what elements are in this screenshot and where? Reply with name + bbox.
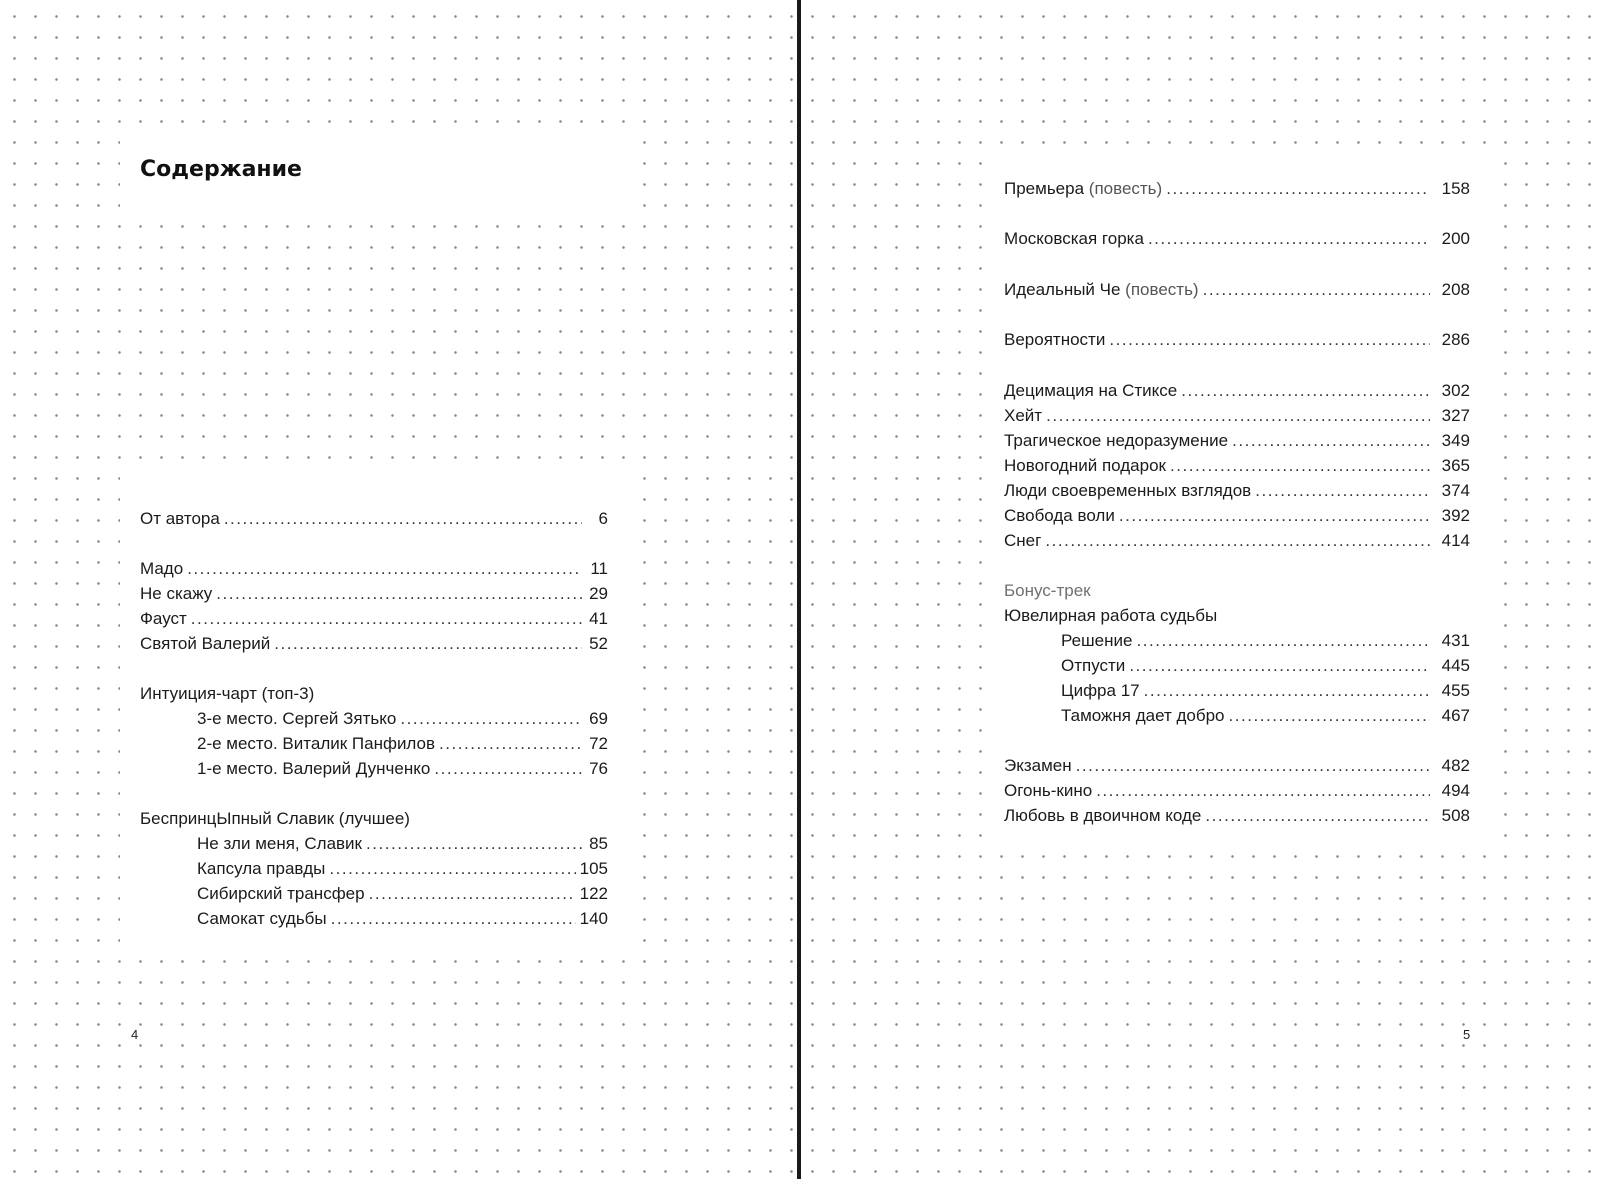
- toc-entry[interactable]: [140, 631, 608, 656]
- leader-dots: [1205, 803, 1430, 828]
- leader-dots: [1045, 528, 1430, 553]
- toc-subentry[interactable]: [1004, 653, 1470, 678]
- leader-dots: [224, 506, 582, 531]
- leader-dots: [329, 856, 575, 881]
- toc-entry-title: 2-е место. Виталик Панфилов: [197, 734, 436, 753]
- toc-entry[interactable]: [1004, 503, 1470, 528]
- toc-entry-page: 52: [589, 634, 608, 653]
- leader-dots: [187, 556, 582, 581]
- leader-dots: [1109, 327, 1430, 352]
- toc-entry-page: 6: [598, 509, 608, 528]
- toc-entry-page: 455: [1441, 681, 1470, 700]
- leader-dots: [191, 606, 582, 631]
- toc-entry[interactable]: [1004, 478, 1470, 503]
- toc-entry[interactable]: [140, 556, 608, 581]
- toc-entry[interactable]: [1004, 327, 1470, 352]
- toc-entry[interactable]: [1004, 778, 1470, 803]
- toc-subentry[interactable]: [1004, 628, 1470, 653]
- toc-entry-page: 327: [1441, 406, 1470, 425]
- toc-entry-page: 72: [589, 734, 608, 753]
- toc-entry-note: (повесть): [1088, 179, 1163, 198]
- toc-entry-page: 105: [579, 859, 608, 878]
- toc-entry-title: От автора: [140, 509, 220, 528]
- toc-entry[interactable]: [1004, 378, 1470, 403]
- leader-dots: [1129, 653, 1430, 678]
- toc-subentry[interactable]: [140, 831, 608, 856]
- toc-entry[interactable]: [1004, 453, 1470, 478]
- toc-entry-title: Мадо: [140, 559, 184, 578]
- toc-subentry[interactable]: [1004, 678, 1470, 703]
- toc-entry-page: 286: [1441, 330, 1470, 349]
- toc-entry[interactable]: [140, 606, 608, 631]
- toc-entry-page: 431: [1441, 631, 1470, 650]
- toc-entry-title: Хейт: [1004, 406, 1043, 425]
- toc-entry-page: 374: [1441, 481, 1470, 500]
- leader-dots: [1046, 403, 1430, 428]
- toc-entry-page: 494: [1441, 781, 1470, 800]
- leader-dots: [400, 706, 582, 731]
- page-number-left: 4: [128, 1027, 141, 1043]
- toc-entry-page: 445: [1441, 656, 1470, 675]
- toc-entry-page: 85: [589, 834, 608, 853]
- leader-dots: [331, 906, 576, 931]
- leader-dots: [1136, 628, 1430, 653]
- toc-subentry[interactable]: [140, 906, 608, 931]
- leader-dots: [1096, 778, 1430, 803]
- leader-dots: [369, 881, 576, 906]
- toc-entry[interactable]: [1004, 528, 1470, 553]
- page-number-right: 5: [1460, 1027, 1473, 1043]
- toc-entry-page: 158: [1441, 179, 1470, 198]
- book-spine: [797, 0, 801, 1179]
- leader-dots: [1166, 176, 1430, 201]
- toc-section-heading[interactable]: Интуиция-чарт (топ-3): [140, 684, 315, 703]
- toc-entry-title: Снег: [1004, 531, 1042, 550]
- toc-entry-title: Таможня дает добро: [1061, 706, 1225, 725]
- leader-dots: [366, 831, 582, 856]
- toc-entry-title: Люди своевременных взглядов: [1004, 481, 1252, 500]
- toc-entry-title: Не зли меня, Славик: [197, 834, 362, 853]
- toc-entry-title: Премьера (повесть): [1004, 179, 1163, 198]
- right-toc: [1004, 176, 1470, 826]
- toc-entry-title: Святой Валерий: [140, 634, 271, 653]
- toc-entry[interactable]: [140, 581, 608, 606]
- toc-entry-title: Не скажу: [140, 584, 213, 603]
- toc-entry[interactable]: [1004, 803, 1470, 828]
- toc-entry-title: Фауст: [140, 609, 187, 628]
- toc-entry-page: 122: [579, 884, 608, 903]
- leader-dots: [1144, 678, 1430, 703]
- toc-entry[interactable]: [1004, 428, 1470, 453]
- toc-entry-title: Московская горка: [1004, 229, 1144, 248]
- toc-entry-page: 349: [1441, 431, 1470, 450]
- toc-entry[interactable]: [1004, 226, 1470, 251]
- toc-entry-title: Отпусти: [1061, 656, 1126, 675]
- toc-entry[interactable]: [1004, 403, 1470, 428]
- toc-entry-title: Децимация на Стиксе: [1004, 381, 1178, 400]
- left-toc: [140, 506, 608, 926]
- toc-entry-title: 1-е место. Валерий Дунченко: [197, 759, 431, 778]
- toc-entry-title: Капсула правды: [197, 859, 326, 878]
- toc-entry-page: 365: [1441, 456, 1470, 475]
- toc-section-heading[interactable]: БеспринцЫпный Славик (лучшее): [140, 809, 410, 828]
- leader-dots: [1181, 378, 1430, 403]
- toc-entry-page: 392: [1441, 506, 1470, 525]
- toc-entry-page: 29: [589, 584, 608, 603]
- toc-entry-page: 41: [589, 609, 608, 628]
- leader-dots: [216, 581, 582, 606]
- toc-entry-page: 200: [1441, 229, 1470, 248]
- toc-entry-page: 140: [579, 909, 608, 928]
- toc-subentry[interactable]: [140, 856, 608, 881]
- toc-entry-title: Огонь-кино: [1004, 781, 1093, 800]
- bonus-track-label: Бонус-трек: [1004, 581, 1091, 600]
- toc-entry-title: Любовь в двоичном коде: [1004, 806, 1202, 825]
- page-title: Содержание: [140, 157, 302, 182]
- toc-entry-page: 482: [1441, 756, 1470, 775]
- toc-entry-page: 414: [1441, 531, 1470, 550]
- leader-dots: [1229, 703, 1430, 728]
- toc-subentry[interactable]: [140, 756, 608, 781]
- toc-entry-page: 302: [1441, 381, 1470, 400]
- leader-dots: [1148, 226, 1430, 251]
- toc-entry-title: Экзамен: [1004, 756, 1072, 775]
- leader-dots: [434, 756, 582, 781]
- toc-entry-title: Свобода воли: [1004, 506, 1115, 525]
- toc-entry[interactable]: [1004, 277, 1470, 302]
- toc-entry-page: 69: [589, 709, 608, 728]
- toc-entry-page: 208: [1441, 280, 1470, 299]
- toc-entry[interactable]: [140, 506, 608, 531]
- leader-dots: [1170, 453, 1430, 478]
- toc-subentry[interactable]: [1004, 703, 1470, 728]
- toc-section-heading[interactable]: Ювелирная работа судьбы: [1004, 606, 1218, 625]
- leader-dots: [274, 631, 582, 656]
- leader-dots: [1255, 478, 1430, 503]
- toc-entry-page: 508: [1441, 806, 1470, 825]
- leader-dots: [1232, 428, 1430, 453]
- toc-subentry[interactable]: [140, 731, 608, 756]
- leader-dots: [1076, 753, 1430, 778]
- toc-subentry[interactable]: [140, 881, 608, 906]
- toc-entry[interactable]: [1004, 753, 1470, 778]
- toc-entry-title: Решение: [1061, 631, 1133, 650]
- toc-entry-title: Трагическое недоразумение: [1004, 431, 1229, 450]
- toc-entry-page: 11: [590, 559, 608, 578]
- leader-dots: [439, 731, 582, 756]
- toc-entry-page: 76: [589, 759, 608, 778]
- toc-entry[interactable]: [1004, 176, 1470, 201]
- toc-entry-title: Цифра 17: [1061, 681, 1140, 700]
- toc-entry-title: Идеальный Че (повесть): [1004, 280, 1199, 299]
- toc-entry-title: 3-е место. Сергей Зятько: [197, 709, 397, 728]
- leader-dots: [1119, 503, 1430, 528]
- toc-entry-note: (повесть): [1125, 280, 1199, 299]
- toc-entry-title: Новогодний подарок: [1004, 456, 1166, 475]
- toc-entry-page: 467: [1441, 706, 1470, 725]
- toc-entry-title: Сибирский трансфер: [197, 884, 365, 903]
- leader-dots: [1203, 277, 1430, 302]
- toc-entry-title: Самокат судьбы: [197, 909, 327, 928]
- toc-entry-title: Вероятности: [1004, 330, 1106, 349]
- toc-subentry[interactable]: [140, 706, 608, 731]
